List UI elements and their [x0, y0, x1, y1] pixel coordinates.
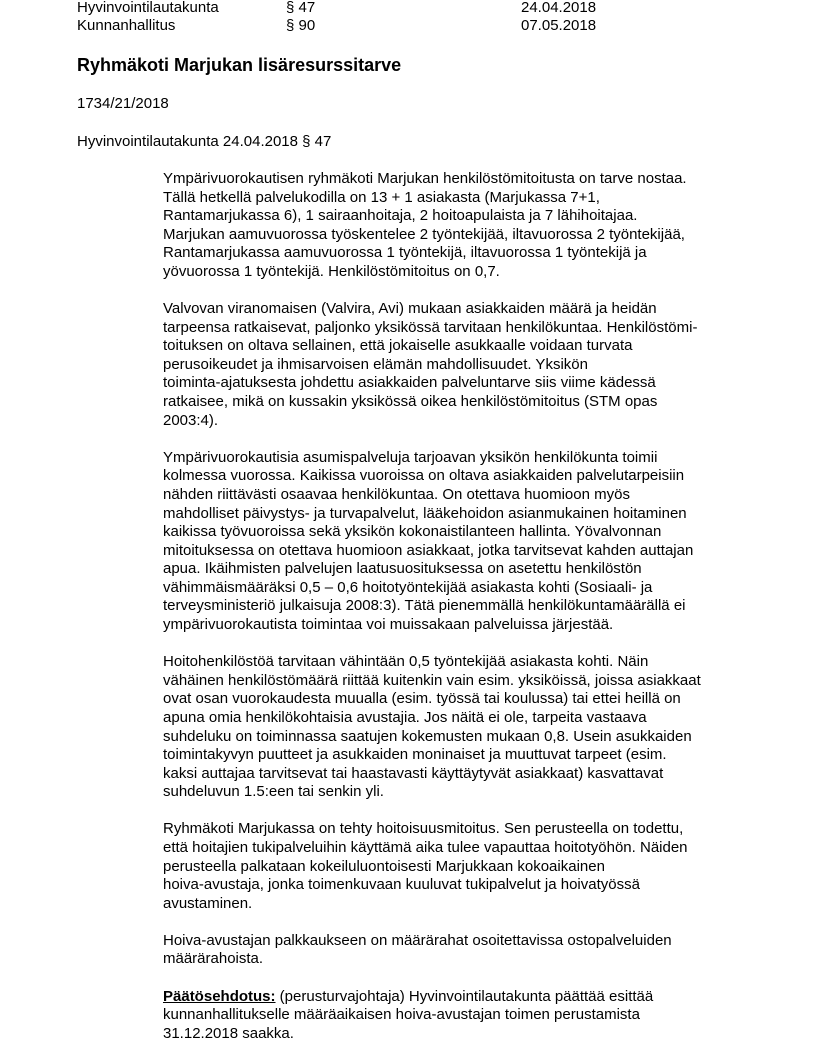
- paragraph: Ryhmäkoti Marjukassa on tehty hoitoisuusmitoitus. Sen perusteella on todettu, että hoitajien tukipalveluihin käyttämä aika tulee vapauttaa hoitotyöhön. Näiden perusteella palkataan kokeiluluontoisesti Marjukkaan kokoaikainen hoiva-avustaja, jonka toimenkuvaan kuuluvat tukipalvelut ja hoivatyössä avustaminen.: [163, 820, 688, 912]
- proposal-label: Päätösehdotus:: [163, 987, 276, 1005]
- header-body: Hyvinvointilautakunta: [77, 0, 219, 16]
- meeting-reference: Hyvinvointilautakunta 24.04.2018 § 47: [77, 133, 332, 150]
- document-body: [163, 170, 763, 1062]
- paragraph: Ympärivuorokautisen ryhmäkoti Marjukan henkilöstömitoitusta on tarve nostaa. Tällä hetkellä palvelukodilla on 13 + 1 asiakasta (Marjukassa 7+1, Rantamarjukassa 6), 1 sairaanhoitaja, 2 hoitoapulaista ja 7 lähihoitajaa. Marjukan aamuvuorossa työskentelee 2 työntekijää, iltavuorossa 2 työntekijää, Rantamarjukassa aamuvuorossa 1 työntekijä, iltavuorossa 1 työntekijä ja yövuorossa 1 työntekijä. Henkilöstömitoitus on 0,7.: [163, 170, 687, 280]
- header-date: 24.04.2018: [521, 0, 597, 16]
- paragraph: Valvovan viranomaisen (Valvira, Avi) mukaan asiakkaiden määrä ja heidän tarpeensa ratkaisevat, paljonko yksikössä tarvitaan henkilökuntaa. Henkilöstömi- toituksen on oltava sellainen, että jokaiselle asukkaalle voidaan turvata perusoikeudet ja ihmisarvoisen elämän mahdollisuudet. Yksikön toiminta-ajatuksesta johdettu asiakkaiden palveluntarve siis viime kädessä ratkaisee, mikä on kussakin yksikössä oikea henkilöstömitoitus (STM opas 2003:4).: [163, 300, 698, 429]
- paragraph: Hoitohenkilöstöä tarvitaan vähintään 0,5 työntekijää asiakasta kohti. Näin vähäinen henkilöstömäärä riittää kuitenkin vain esim. yksiköissä, joissa asiakkaat ovat osan vuorokaudesta muualla (esim. työssä tai koulussa) tai ettei heillä on apuna omia henkilökohtaisia avustajia. Jos näitä ei ole, tarpeita vastaava suhdeluku on toiminnassa saatujen kokemusten mukaan 0,8. Usein asukkaiden toimintakyvyn puutteet ja asukkaiden moninaiset ja muuttuvat tarpeet (esim. kaksi auttajaa tarvitsevat tai haastavasti käyttäytyvät asiakkaat) kasvattavat suhdeluvun 1.5:een tai senkin yli.: [163, 653, 701, 801]
- header-body: Kunnanhallitus: [77, 17, 176, 34]
- header-date: 07.05.2018: [521, 17, 597, 34]
- header-section: § 47: [286, 0, 316, 16]
- diary-number: 1734/21/2018: [77, 95, 169, 112]
- document-title: Ryhmäkoti Marjukan lisäresurssitarve: [77, 55, 402, 75]
- header-section: § 90: [286, 17, 316, 34]
- proposal-paragraph: [163, 988, 763, 1044]
- paragraph: Ympärivuorokautisia asumispalveluja tarjoavan yksikön henkilökunta toimii kolmessa vuorossa. Kaikissa vuoroissa on oltava asiakkaiden palvelutarpeisiin nähden riittävästi osaavaa henkilökuntaa. On otettava huomioon myös mahdolliset päivystys- ja turvapalvelut, lääkehoidon asianmukainen hoitaminen kaikissa työvuoroissa sekä yksikön kokonaistilanteen hallinta. Yövalvonnan mitoituksessa on otettava huomioon asiakkaat, jotka tarvitsevat kahden auttajan apua. Ikäihmisten palvelujen laatusuosituksessa on asetettu henkilöstön vähimmäismääräksi 0,5 – 0,6 hoitotyöntekijää asiakasta kohti (Sosiaali- ja terveysministeriö julkaisuja 2008:3). Tätä pienemmällä henkilökuntamäärällä ei ympärivuorokautista toimintaa voi muissakaan palveluissa järjestää.: [163, 448, 694, 634]
- paragraph: Hoiva-avustajan palkkaukseen on määrärahat osoitettavissa ostopalveluiden määrärahoista.: [163, 931, 672, 968]
- proposal-text: (perusturvajohtaja) Hyvinvointilautakunta päättää esittää kunnanhallitukselle määräaikaisen hoiva-avustajan toimen perustamista 31.12.2018 saakka.: [163, 987, 654, 1042]
